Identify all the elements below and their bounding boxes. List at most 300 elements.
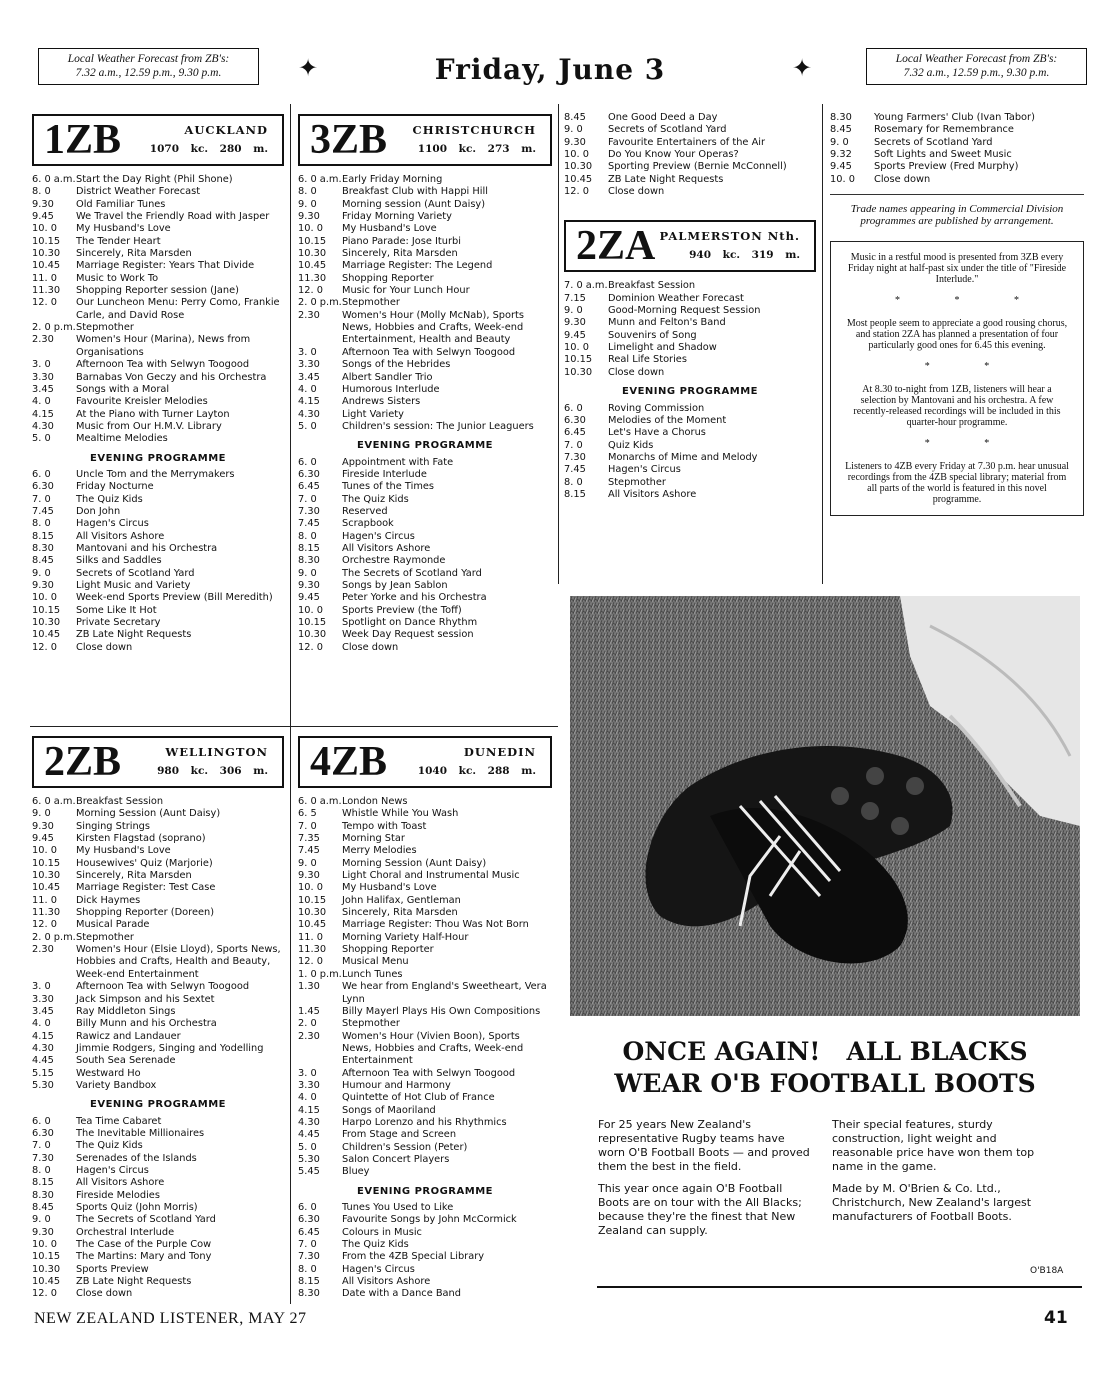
programme-title: Our Luncheon Menu: Perry Como, Frankie Carle, and David Rose <box>76 297 280 321</box>
football-boot-photo <box>570 596 1080 1016</box>
programme-time: 11. 0 <box>298 931 323 943</box>
programme-row <box>298 833 552 845</box>
programme-row <box>564 161 816 173</box>
programme-time: 4.15 <box>32 1030 54 1042</box>
programme-title: Hagen's Circus <box>76 518 149 530</box>
station-city: CHRISTCHURCH <box>412 123 536 137</box>
programme-row <box>298 186 552 198</box>
programme-title: Secrets of Scotland Yard <box>608 124 727 136</box>
programme-title: Songs of the Hebrides <box>342 359 451 371</box>
programme-time: 9. 0 <box>830 136 849 148</box>
programme-time: 5.15 <box>32 1067 54 1079</box>
station-call: 4ZB <box>310 739 388 785</box>
programme-row <box>298 1018 552 1030</box>
programme-time: 9.30 <box>32 580 54 591</box>
separator-stars: * * * <box>895 295 1045 307</box>
station-2za-continued <box>830 112 1084 516</box>
weather-times: 7.32 a.m., 12.59 p.m., 9.30 p.m. <box>75 66 222 79</box>
programme-title: From Stage and Screen <box>342 1129 457 1141</box>
programme-row <box>298 932 552 944</box>
programme-title: All Visitors Ashore <box>608 488 697 500</box>
programme-row <box>564 464 816 476</box>
programme-time: 3. 0 <box>298 1067 317 1079</box>
programme-row <box>32 629 284 641</box>
programme-row <box>298 555 552 567</box>
programme-title: Sports Quiz (John Morris) <box>76 1202 198 1213</box>
programme-time: 10.30 <box>564 161 593 173</box>
programme-title: Tempo with Toast <box>342 820 427 832</box>
programme-title: Marriage Register: Years That Divide <box>76 260 255 272</box>
programme-row <box>32 506 284 518</box>
programme-row <box>298 506 552 518</box>
programme-row <box>32 1251 284 1263</box>
ad-headline-line1: ONCE AGAIN! ALL BLACKS <box>622 1037 1028 1066</box>
programme-row <box>32 211 284 223</box>
programme-title: Kirsten Flagstad (soprano) <box>76 833 206 845</box>
evening-heading: EVENING PROGRAMME <box>357 1185 493 1197</box>
programme-time: 4.30 <box>32 420 54 432</box>
programme-time: 5. 0 <box>32 433 51 445</box>
programme-row <box>32 531 284 543</box>
programme-time: 3.30 <box>32 371 54 383</box>
programme-time: 4.45 <box>298 1129 320 1141</box>
programme-time: 12. 0 <box>564 186 589 198</box>
programme-time: 4. 0 <box>32 396 51 408</box>
programme-title: Limelight and Shadow <box>608 342 717 354</box>
programme-row <box>298 796 552 808</box>
programme-row <box>32 882 284 894</box>
programme-row <box>32 895 284 907</box>
station-1zb <box>32 114 284 654</box>
programme-row <box>298 821 552 833</box>
programme-title: Housewives' Quiz (Marjorie) <box>76 857 213 869</box>
programme-time: 3.45 <box>298 371 320 383</box>
station-frequency: 1070 kc. 280 m. <box>149 143 268 155</box>
programme-time: 7.30 <box>298 1251 320 1263</box>
programme-row <box>298 1276 552 1288</box>
programme-title: Stepmother <box>608 476 666 488</box>
programme-title: Piano Parade: Jose Iturbi <box>342 235 461 247</box>
programme-time: 8.45 <box>564 112 586 123</box>
programme-time: 6. 0 a.m. <box>32 796 76 807</box>
programme-title: Light Variety <box>342 408 404 420</box>
programme-row <box>298 1117 552 1129</box>
programme-title: South Sea Serenade <box>76 1055 176 1067</box>
trade-names-note: Trade names appearing in Commercial Division programmes are published by arrangement. <box>830 194 1084 227</box>
programme-time: 6. 0 <box>298 456 317 468</box>
programme-title: Old Familiar Tunes <box>76 198 166 210</box>
programme-title: The Quiz Kids <box>76 1140 143 1152</box>
programme-time: 10.30 <box>298 248 327 260</box>
programme-row <box>32 1043 284 1055</box>
programme-title: Quiz Kids <box>608 439 654 451</box>
programme-title: Billy Mayerl Plays His Own Compositions <box>342 1005 541 1017</box>
programme-row <box>32 481 284 493</box>
programme-title: Shopping Reporter <box>342 272 434 284</box>
station-header <box>32 114 284 166</box>
programme-title: Spotlight on Dance Rhythm <box>342 617 478 629</box>
programme-row <box>298 223 552 235</box>
programme-title: Melodies of the Moment <box>608 414 727 426</box>
programme-row <box>830 112 1084 124</box>
programme-row <box>32 1264 284 1276</box>
programme-title: Private Secretary <box>76 617 161 629</box>
programme-row <box>298 248 552 260</box>
programme-row <box>298 845 552 857</box>
programme-title: Albert Sandler Trio <box>342 371 433 383</box>
evening-heading: EVENING PROGRAMME <box>90 1099 226 1111</box>
programme-title: Favourite Kreisler Melodies <box>76 396 208 408</box>
programme-time: 7. 0 <box>32 1140 51 1152</box>
programme-time: 3. 0 <box>298 346 317 358</box>
programme-row <box>298 1166 552 1178</box>
programme-title: Sincerely, Rita Marsden <box>342 907 458 919</box>
weather-times: 7.32 a.m., 12.59 p.m., 9.30 p.m. <box>903 66 1050 79</box>
programme-title: My Husband's Love <box>342 223 437 235</box>
programme-row <box>298 409 552 421</box>
programme-time: 10.45 <box>564 173 593 185</box>
programme-row <box>32 384 284 396</box>
programme-title: Marriage Register: Thou Was Not Born <box>342 919 529 931</box>
programme-title: Close down <box>76 641 133 653</box>
programme-row <box>564 403 816 415</box>
programme-time: 3.30 <box>298 359 320 371</box>
programme-time: 8.30 <box>298 555 320 567</box>
programme-time: 9.32 <box>830 149 852 161</box>
programme-row <box>298 1006 552 1018</box>
station-2zb <box>32 736 284 1301</box>
programme-time: 8.30 <box>298 1288 320 1300</box>
programme-title: Young Farmers' Club (Ivan Tabor) <box>874 112 1035 123</box>
programme-time: 8.30 <box>32 542 54 554</box>
programme-time: 6. 5 <box>298 808 317 820</box>
programme-title: Songs with a Moral <box>76 383 170 395</box>
evening-programme-list <box>298 457 552 655</box>
programme-time: 7.45 <box>298 845 320 857</box>
programme-row <box>32 1153 284 1165</box>
programme-row <box>32 1288 284 1300</box>
programme-time: 4.15 <box>298 396 320 408</box>
station-call: 3ZB <box>310 117 388 163</box>
programme-time: 8.15 <box>564 488 586 500</box>
programme-row <box>32 1006 284 1018</box>
continued-programme-list <box>564 112 816 198</box>
programme-row <box>298 469 552 481</box>
programme-row <box>32 580 284 592</box>
ad-headline-line2: WEAR O'B FOOTBALL BOOTS <box>614 1069 1036 1098</box>
programme-title: Secrets of Scotland Yard <box>874 136 993 148</box>
programme-row <box>298 858 552 870</box>
programme-time: 8.15 <box>32 530 54 542</box>
programme-time: 10.30 <box>32 617 61 629</box>
note-paragraph: Music in a restful mood is presented from 3ZB every Friday night at half-past six under the title of "Fireside Interlude." <box>847 252 1067 286</box>
programme-title: The Tender Heart <box>76 235 161 247</box>
programme-time: 7. 0 a.m. <box>564 280 608 292</box>
programme-title: Women's Hour (Elsie Lloyd), Sports News, Hobbies and Crafts, Health and Beauty, Week-end Entertainment <box>76 944 281 980</box>
programme-time: 12. 0 <box>298 285 323 297</box>
programme-time: 6. 0 a.m. <box>32 174 76 185</box>
programme-title: Songs by Jean Sablon <box>342 580 448 591</box>
programme-row <box>32 469 284 481</box>
programme-row <box>298 1142 552 1154</box>
programme-row <box>298 421 552 433</box>
programme-time: 10.15 <box>32 604 61 616</box>
section-rule <box>30 726 558 727</box>
programme-time: 8.45 <box>32 555 54 567</box>
programme-row <box>32 919 284 931</box>
programme-row <box>32 1031 284 1043</box>
programme-title: Quintette of Hot Club of France <box>342 1092 495 1104</box>
programme-row <box>32 907 284 919</box>
programme-title: Sincerely, Rita Marsden <box>76 870 192 882</box>
programme-row <box>32 1018 284 1030</box>
programme-time: 6. 0 <box>32 1115 51 1127</box>
programme-row <box>298 211 552 223</box>
programme-row <box>564 452 816 464</box>
programme-row <box>32 555 284 567</box>
programme-title: Favourite Songs by John McCormick <box>342 1214 517 1226</box>
programme-row <box>298 1031 552 1068</box>
programme-row <box>298 808 552 820</box>
programme-time: 9.30 <box>298 211 320 223</box>
programme-time: 7. 0 <box>298 1239 317 1251</box>
ad-copy-right <box>832 1118 1044 1232</box>
programme-title: Mantovani and his Orchestra <box>76 542 218 554</box>
programme-time: 8. 0 <box>32 186 51 198</box>
programme-row <box>830 149 1084 161</box>
programme-time: 10. 0 <box>830 173 855 185</box>
programme-row <box>32 409 284 421</box>
programme-title: Serenades of the Islands <box>76 1152 197 1164</box>
continued-programme-list <box>830 112 1084 186</box>
note-paragraph: Listeners to 4ZB every Friday at 7.30 p.m. hear unusual recordings from the 4ZB special library; material from all parts of the world is featured in this novel programme. <box>845 461 1069 506</box>
programme-title: ZB Late Night Requests <box>76 1276 192 1288</box>
programme-row <box>298 919 552 931</box>
programme-row <box>298 310 552 347</box>
programme-row <box>564 489 816 501</box>
programme-time: 2.30 <box>298 309 320 321</box>
programme-title: Marriage Register: The Legend <box>342 260 493 272</box>
programme-title: Humour and Harmony <box>342 1079 451 1091</box>
programme-row <box>830 161 1084 173</box>
programme-row <box>298 347 552 359</box>
programme-row <box>564 124 816 136</box>
programme-title: Rosemary for Remembrance <box>874 124 1014 136</box>
programme-row <box>298 1068 552 1080</box>
programme-row <box>298 1092 552 1104</box>
programme-time: 3.30 <box>298 1079 320 1091</box>
programme-title: Merry Melodies <box>342 845 417 857</box>
programme-row <box>32 592 284 604</box>
programme-time: 10.45 <box>32 882 61 894</box>
programme-time: 8.45 <box>32 1202 54 1213</box>
evening-heading: EVENING PROGRAMME <box>90 452 226 464</box>
column-rule <box>558 104 559 584</box>
programme-time: 11.30 <box>32 285 61 297</box>
programme-time: 6. 0 <box>32 468 51 480</box>
programme-row <box>298 273 552 285</box>
station-city: PALMERSTON Nth. <box>659 229 800 244</box>
programme-title: Music from Our H.M.V. Library <box>76 420 222 432</box>
programme-title: Week Day Request session <box>342 629 474 641</box>
programme-title: Morning session (Aunt Daisy) <box>342 198 486 210</box>
programme-time: 6.45 <box>564 427 586 439</box>
programme-title: Women's Hour (Marina), News from Organisations <box>76 334 251 358</box>
programme-time: 7. 0 <box>298 493 317 505</box>
programme-time: 1. 0 p.m. <box>298 968 342 980</box>
programme-time: 1.45 <box>298 1005 320 1017</box>
programme-time: 2.30 <box>32 334 54 346</box>
programme-time: 6. 0 <box>298 1202 317 1213</box>
programme-title: Lunch Tunes <box>342 968 403 980</box>
programme-row <box>32 981 284 993</box>
programme-row <box>32 518 284 530</box>
programme-row <box>564 440 816 452</box>
programme-time: 7.30 <box>298 505 320 517</box>
programme-title: Stepmother <box>76 322 134 334</box>
programme-time: 12. 0 <box>32 1288 57 1300</box>
ad-headline <box>560 1036 1090 1100</box>
programme-time: 7.45 <box>564 464 586 476</box>
programme-row <box>564 330 816 342</box>
programme-title: Women's Hour (Molly McNab), Sports News, Hobbies and Crafts, Week-end Entertainment, Health and Beauty <box>342 309 524 346</box>
programme-title: Children's Session (Peter) <box>342 1141 468 1153</box>
programme-title: Marriage Register: Test Case <box>76 882 216 894</box>
programme-row <box>32 1202 284 1214</box>
programme-row <box>298 1288 552 1300</box>
programme-title: Tunes You Used to Like <box>342 1202 454 1213</box>
ad-paragraph: For 25 years New Zealand's representative Rugby teams have worn O'B Football Boots — and proved them the best in the field. <box>598 1118 810 1173</box>
evening-heading: EVENING PROGRAMME <box>357 440 493 452</box>
programme-title: One Good Deed a Day <box>608 112 718 123</box>
day-programme-list <box>32 174 284 446</box>
programme-row <box>298 944 552 956</box>
programme-time: 6. 0 a.m. <box>298 174 342 185</box>
programme-title: Afternoon Tea with Selwyn Toogood <box>342 346 516 358</box>
programme-row <box>298 617 552 629</box>
station-frequency: 1040 kc. 288 m. <box>417 765 536 777</box>
programme-row <box>298 494 552 506</box>
programme-row <box>564 317 816 329</box>
programme-time: 2. 0 p.m. <box>298 297 342 309</box>
programme-time: 10.45 <box>32 260 61 272</box>
programme-title: Whistle While You Wash <box>342 808 459 820</box>
programme-time: 10.15 <box>32 235 61 247</box>
programme-title: Sincerely, Rita Marsden <box>76 248 192 260</box>
programme-row <box>298 260 552 272</box>
evening-heading: EVENING PROGRAMME <box>622 386 758 398</box>
programme-time: 8. 0 <box>298 186 317 198</box>
programme-time: 11.30 <box>32 907 61 919</box>
separator-stars: * * <box>924 361 1016 373</box>
programme-title: Breakfast Session <box>608 280 696 292</box>
programme-time: 6.45 <box>298 1226 320 1238</box>
programme-title: At the Piano with Turner Layton <box>76 408 230 420</box>
programme-row <box>32 297 284 322</box>
programme-title: Afternoon Tea with Selwyn Toogood <box>76 981 250 993</box>
programme-row <box>32 1068 284 1080</box>
programme-row <box>32 1055 284 1067</box>
programme-title: Colours in Music <box>342 1226 422 1238</box>
programme-row <box>32 199 284 211</box>
programme-row <box>32 260 284 272</box>
programme-time: 9.30 <box>32 1226 54 1238</box>
programme-row <box>564 112 816 124</box>
programme-title: The Secrets of Scotland Yard <box>342 567 482 579</box>
programme-title: Friday Morning Variety <box>342 211 452 223</box>
programme-title: Stepmother <box>76 931 134 943</box>
programme-row <box>32 223 284 235</box>
programme-row <box>298 629 552 641</box>
programme-title: Don John <box>76 505 121 517</box>
programme-time: 9.45 <box>564 329 586 341</box>
evening-programme-list <box>32 1116 284 1301</box>
programme-time: 2.30 <box>298 1030 320 1042</box>
programme-time: 8.45 <box>830 124 852 136</box>
programme-title: We Travel the Friendly Road with Jasper <box>76 211 270 223</box>
programme-title: Shopping Reporter session (Jane) <box>76 285 239 297</box>
programme-row <box>298 1080 552 1092</box>
programme-row <box>32 808 284 820</box>
programme-title: Dominion Weather Forecast <box>608 292 744 304</box>
programme-row <box>298 531 552 543</box>
programme-title: The Martins: Mary and Tony <box>76 1251 212 1263</box>
programme-time: 12. 0 <box>298 956 323 968</box>
programme-time: 8.15 <box>298 1276 320 1288</box>
programme-row <box>32 174 284 186</box>
programme-title: Humorous Interlude <box>342 383 440 395</box>
programme-row <box>32 236 284 248</box>
programme-time: 10. 0 <box>298 223 323 235</box>
weather-box-right <box>866 48 1087 85</box>
programme-title: Musical Parade <box>76 919 150 931</box>
programme-title: Jack Simpson and his Sextet <box>76 993 215 1005</box>
programme-title: My Husband's Love <box>342 882 437 894</box>
programme-row <box>32 568 284 580</box>
programme-time: 9. 0 <box>32 1214 51 1226</box>
programme-title: District Weather Forecast <box>76 186 201 198</box>
programme-row <box>298 236 552 248</box>
programme-title: Start the Day Right (Phil Shone) <box>76 174 233 185</box>
programme-row <box>564 342 816 354</box>
programme-row <box>564 293 816 305</box>
programme-row <box>32 858 284 870</box>
programme-time: 11.30 <box>298 272 327 284</box>
programme-row <box>298 969 552 981</box>
programme-time: 9.30 <box>564 136 586 148</box>
programme-title: Morning Star <box>342 833 405 845</box>
programme-row <box>32 186 284 198</box>
programme-title: Rawicz and Landauer <box>76 1030 181 1042</box>
programme-row <box>298 384 552 396</box>
programme-row <box>32 833 284 845</box>
programme-time: 10. 0 <box>32 223 57 235</box>
station-2zb-continued <box>564 112 816 501</box>
programme-time: 10.45 <box>32 629 61 641</box>
programme-title: Early Friday Morning <box>342 174 443 185</box>
programme-row <box>298 580 552 592</box>
programme-title: Harpo Lorenzo and his Rhythmics <box>342 1116 507 1128</box>
programme-time: 2. 0 <box>298 1018 317 1030</box>
programme-time: 3.45 <box>32 383 54 395</box>
programme-row <box>32 932 284 944</box>
weather-title: Local Weather Forecast from ZB's: <box>67 53 230 65</box>
programme-row <box>830 137 1084 149</box>
programme-title: Women's Hour (Vivien Boon), Sports News, Hobbies and Crafts, Week-end Entertainment <box>342 1030 524 1067</box>
ad-copy-left <box>598 1118 810 1246</box>
programme-row <box>298 457 552 469</box>
programme-title: Week-end Sports Preview (Bill Meredith) <box>76 592 273 604</box>
